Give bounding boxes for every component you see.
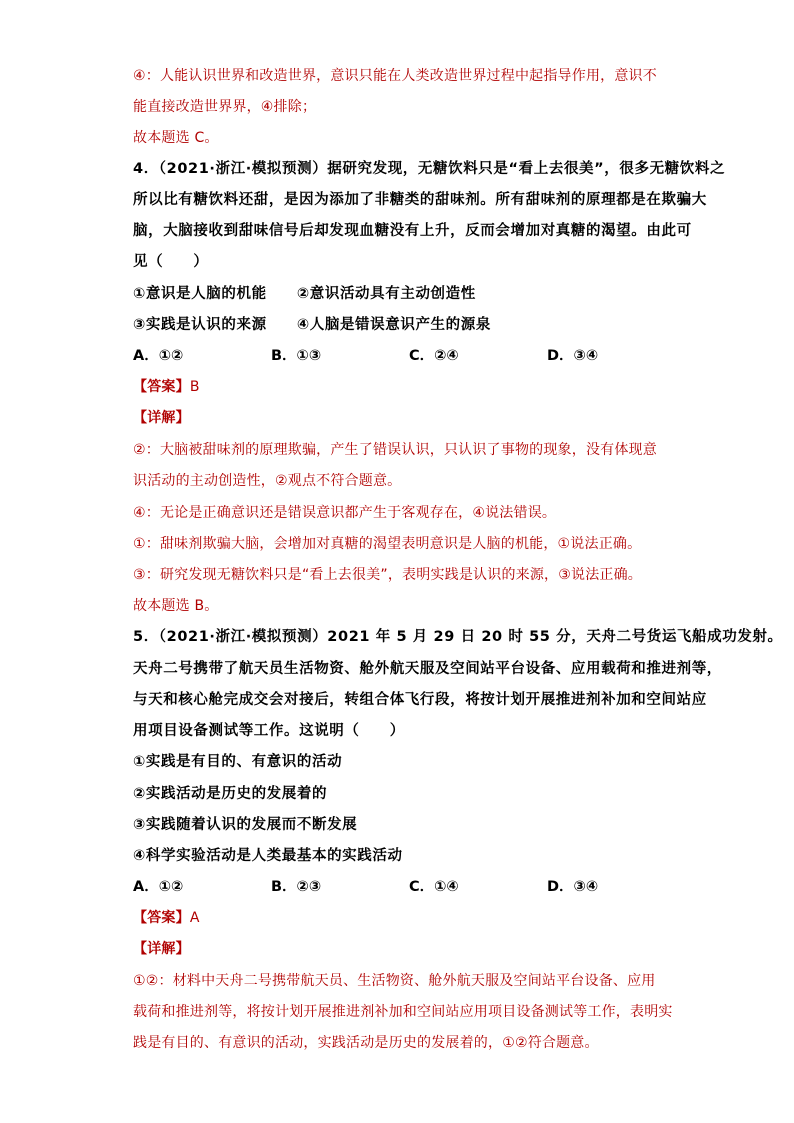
answer-value: A [189,910,200,926]
q4-conclusion: 故本题选 B。 [133,598,219,614]
q5-analysis-line: ①②：材料中天舟二号携带航天员、生活物资、舱外航天服及空间站平台设备、应用 [133,973,656,989]
q5-option-c: C．①④ [409,879,459,895]
q5-stem-line: 用项目设备测试等工作。这说明（ ） [133,723,405,739]
q5-option-a: A．①② [133,879,184,895]
q4-analysis-line: ④：无论是正确意识还是错误意识都产生于客观存在，④说法错误。 [133,505,557,521]
q4-option-b: B．①③ [271,348,322,364]
q5-option-b: B．②③ [271,879,322,895]
q4-statement: ①意识是人脑的机能 ②意识活动具有主动创造性 [133,286,476,302]
answer-tag: 【答案】 [133,379,190,395]
q4-analysis-line: ③：研究发现无糖饮料只是“看上去很美”，表明实践是认识的来源，③说法正确。 [133,567,643,583]
q4-statement: ③实践是认识的来源 ④人脑是错误意识产生的源泉 [133,317,491,333]
q4-stem-line: 4．（2021·浙江·模拟预测）据研究发现，无糖饮料只是“看上去很美”，很多无糖饮料之 [133,161,726,177]
q5-stem-line: 与天和核心舱完成交会对接后，转组合体飞行段，将按计划开展推进剂补加和空间站应 [133,692,707,708]
q4-option-c: C．②④ [409,348,459,364]
q4-analysis-line: ①：甜味剂欺骗大脑，会增加对真糖的渴望表明意识是人脑的机能，①说法正确。 [133,536,642,552]
q4-stem-line: 脑，大脑接收到甜味信号后却发现血糖没有上升，反而会增加对真糖的渴望。由此可 [133,223,692,239]
q4-analysis-line: ②：大脑被甜味剂的原理欺骗，产生了错误认识，只认识了事物的现象，没有体现意 [133,442,657,458]
q4-option-a: A．①② [133,348,184,364]
q5-detail-tag [133,939,673,959]
prev-analysis-line: 能直接改造世界界，④排除； [133,99,317,115]
prev-conclusion: 故本题选 C。 [133,130,219,146]
prev-analysis-line: ④：人能认识世界和改造世界，意识只能在人类改造世界过程中起指导作用，意识不 [133,68,657,84]
detail-tag: 【详解】 [133,410,190,426]
q4-analysis-line: 识活动的主动创造性，②观点不符合题意。 [133,473,402,489]
q5-stem-line: 5．（2021·浙江·模拟预测）2021 年 5 月 29 日 20 时 55 分，天舟二号货运飞船成功发射。 [133,629,783,645]
answer-value: B [189,379,200,395]
q5-analysis-line: 践是有目的、有意识的活动，实践活动是历史的发展着的，①②符合题意。 [133,1035,599,1051]
q4-detail-tag [133,408,673,428]
q5-statement: ④科学实验活动是人类最基本的实践活动 [133,848,403,864]
q5-statement: ③实践随着认识的发展而不断发展 [133,817,358,833]
q5-statement: ②实践活动是历史的发展着的 [133,786,328,802]
q5-analysis-line: 载荷和推进剂等，将按计划开展推进剂补加和空间站应用项目设备测试等工作，表明实 [133,1004,673,1020]
q4-option-d: D．③④ [547,348,599,364]
answer-tag: 【答案】 [133,910,190,926]
q5-stem-line: 天舟二号携带了航天员生活物资、舱外航天服及空间站平台设备、应用载荷和推进剂等， [133,661,722,677]
q5-option-d: D．③④ [547,879,599,895]
q5-answer [133,908,673,928]
detail-tag: 【详解】 [133,941,190,957]
q5-statement: ①实践是有目的、有意识的活动 [133,754,343,770]
q4-stem-line: 见（ ） [133,254,209,270]
q4-stem-line: 所以比有糖饮料还甜，是因为添加了非糖类的甜味剂。所有甜味剂的原理都是在欺骗大 [133,192,707,208]
q4-answer [133,377,673,397]
